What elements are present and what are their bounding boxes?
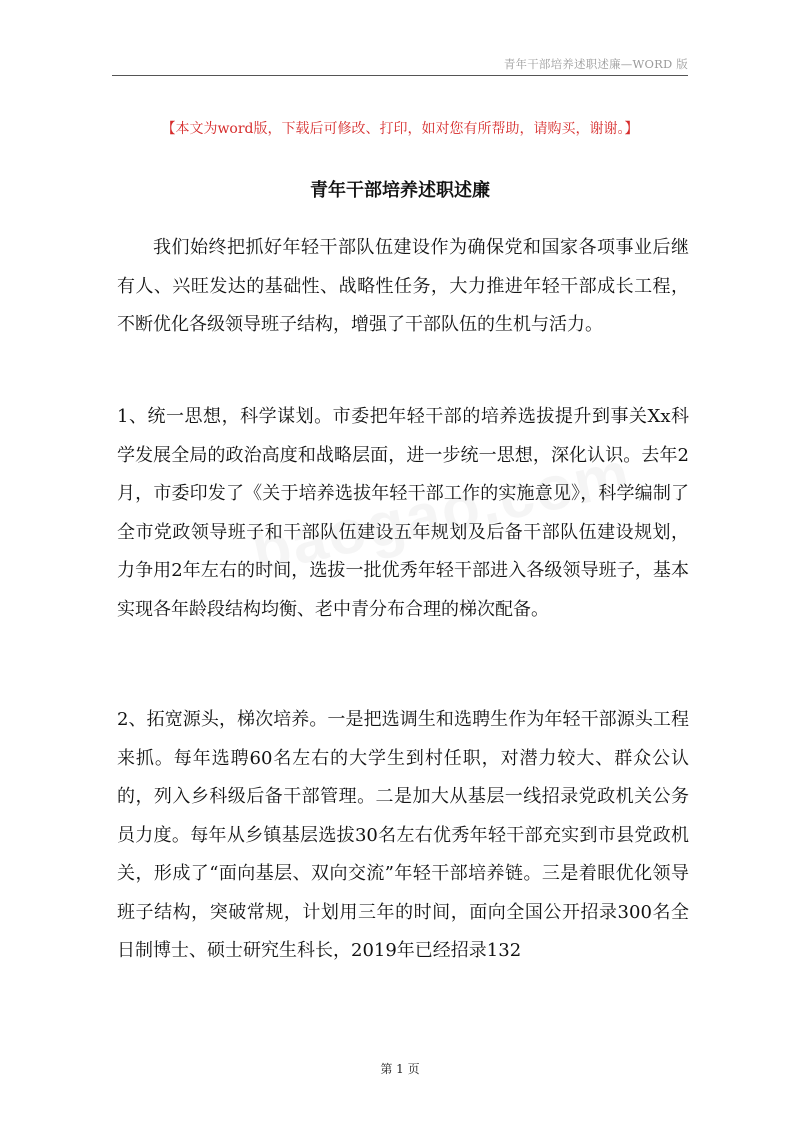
page-number: 第 1 页: [380, 1062, 420, 1076]
running-header: 青年干部培养述职述廉—WORD 版: [503, 57, 688, 71]
header-divider: [112, 75, 688, 76]
paragraph-section-2: 2、拓宽源头，梯次培养。一是把选调生和选聘生作为年轻干部源头工程来抓。每年选聘60名左右的大学生到村任职，对潜力较大、群众公认的，列入乡科级后备干部管理。二是加大从基层一线招录党政机关公务员力度。每年从乡镇基层选拔30名左右优秀年轻干部充实到市县党政机关，形成了“面向基层、双向交流”年轻干部培养链。三是着眼优化领导班子结构，突破常规，计划用三年的时间，面向全国公开招录300名全日制博士、硕士研究生科长，2019年已经招录132: [117, 709, 689, 961]
paragraph-intro: 我们始终把抓好年轻干部队伍建设作为确保党和国家各项事业后继有人、兴旺发达的基础性、战略性任务，大力推进年轻干部成长工程，不断优化各级领导班子结构，增强了干部队伍的生机与活力。: [117, 237, 689, 335]
document-title: 青年干部培养述职述廉: [310, 180, 490, 201]
paragraph-section-1: 1、统一思想，科学谋划。市委把年轻干部的培养选拔提升到事关Xx科学发展全局的政治高度和战略层面，进一步统一思想，深化认识。去年2月，市委印发了《关于培养选拔年轻干部工作的实施意见》，科学编制了全市党政领导班子和干部队伍建设五年规划及后备干部队伍建设规划，力争用2年左右的时间，选拔一批优秀年轻干部进入各级领导班子，基本实现各年龄段结构均衡、老中青分布合理的梯次配备。: [117, 406, 689, 620]
purchase-notice: 【本文为word版，下载后可修改、打印，如对您有所帮助，请购买，谢谢。】: [161, 121, 639, 137]
